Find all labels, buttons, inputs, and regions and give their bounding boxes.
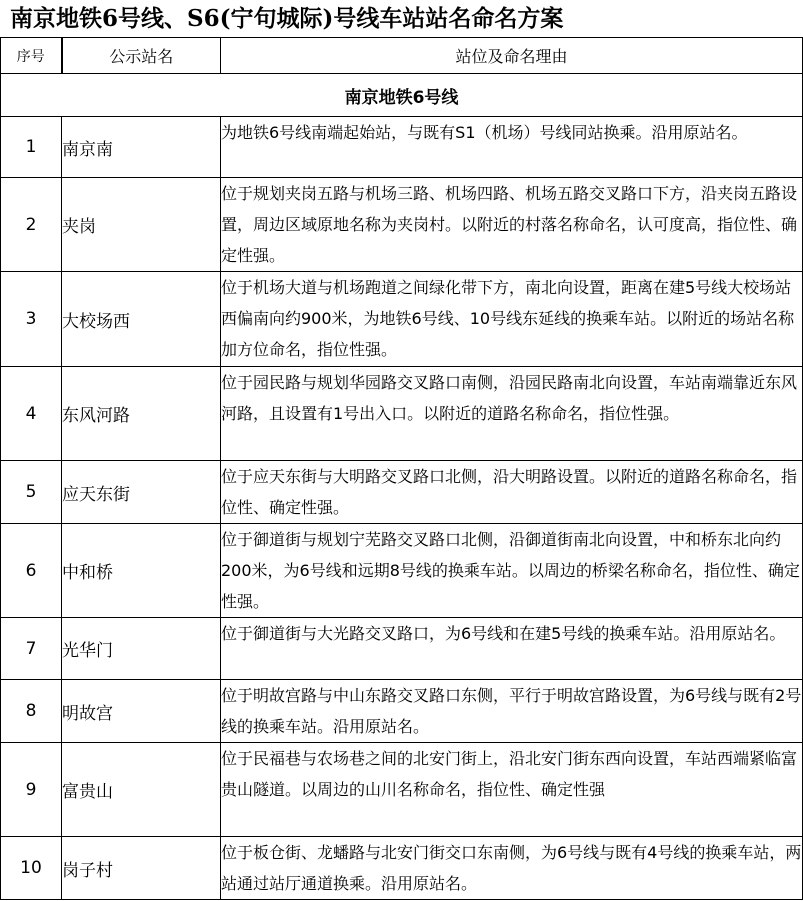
row-station-name: 东风河路	[62, 367, 221, 461]
row-reason: 位于御道街与规划宁芜路交叉路口北侧，沿御道街南北向设置，中和桥东北向约200米，为6号线和远期8号线的换乘车站。以周边的桥梁名称命名，指位性、确定性强。	[221, 524, 803, 618]
row-number: 8	[1, 680, 62, 743]
row-number: 5	[1, 461, 62, 524]
row-reason: 位于园民路与规划华园路交叉路口南侧，沿园民路南北向设置，车站南端靠近东风河路，且设置有1号出入口。以附近的道路名称命名，指位性强。	[221, 367, 803, 461]
table-row	[1, 743, 803, 837]
table-row	[1, 618, 803, 680]
row-number: 1	[1, 117, 62, 178]
row-station-name: 大校场西	[62, 272, 221, 367]
table-header-row	[1, 38, 803, 74]
row-number: 2	[1, 178, 62, 272]
table-row	[1, 117, 803, 178]
row-station-name: 岗子村	[62, 837, 221, 900]
row-reason: 位于御道街与大光路交叉路口，为6号线和在建5号线的换乘车站。沿用原站名。	[221, 618, 803, 680]
row-reason: 为地铁6号线南端起始站，与既有S1（机场）号线同站换乘。沿用原站名。	[221, 117, 803, 178]
row-station-name: 光华门	[62, 618, 221, 680]
page-title: 南京地铁6号线、S6(宁句城际)号线车站站名命名方案	[10, 5, 564, 32]
row-reason: 位于民福巷与农场巷之间的北安门街上，沿北安门街东西向设置，车站西端紧临富贵山隧道。以周边的山川名称命名，指位性、确定性强	[221, 743, 803, 837]
row-number: 10	[1, 837, 62, 900]
row-number: 9	[1, 743, 62, 837]
section-row	[1, 74, 803, 117]
table-row	[1, 461, 803, 524]
section-title: 南京地铁6号线	[1, 74, 803, 117]
row-station-name: 富贵山	[62, 743, 221, 837]
row-station-name: 中和桥	[62, 524, 221, 618]
row-station-name: 应天东街	[62, 461, 221, 524]
row-number: 4	[1, 367, 62, 461]
row-number: 3	[1, 272, 62, 367]
station-naming-table	[0, 37, 803, 900]
row-number: 7	[1, 618, 62, 680]
row-reason: 位于板仓街、龙蟠路与北安门街交口东南侧，为6号线与既有4号线的换乘车站，两站通过站厅通道换乘。沿用原站名。	[221, 837, 803, 900]
table-row	[1, 837, 803, 900]
row-number: 6	[1, 524, 62, 618]
table-row	[1, 524, 803, 618]
table-row	[1, 367, 803, 461]
header-serial-number: 序号	[1, 38, 62, 74]
table-row	[1, 680, 803, 743]
row-reason: 位于明故宫路与中山东路交叉路口东侧，平行于明故宫路设置，为6号线与既有2号线的换乘车站。沿用原站名。	[221, 680, 803, 743]
table-row	[1, 178, 803, 272]
header-reason: 站位及命名理由	[221, 38, 803, 74]
row-reason: 位于规划夹岗五路与机场三路、机场四路、机场五路交叉路口下方，沿夹岗五路设置，周边区域原地名称为夹岗村。以附近的村落名称命名，认可度高，指位性、确定性强。	[221, 178, 803, 272]
table-row	[1, 272, 803, 367]
row-reason: 位于应天东街与大明路交叉路口北侧，沿大明路设置。以附近的道路名称命名，指位性、确定性强。	[221, 461, 803, 524]
row-reason: 位于机场大道与机场跑道之间绿化带下方，南北向设置，距离在建5号线大校场站西偏南向约900米，为地铁6号线、10号线东延线的换乘车站。以附近的场站名称加方位命名，指位性强。	[221, 272, 803, 367]
row-station-name: 明故宫	[62, 680, 221, 743]
row-station-name: 夹岗	[62, 178, 221, 272]
header-station-name: 公示站名	[62, 38, 221, 74]
row-station-name: 南京南	[62, 117, 221, 178]
